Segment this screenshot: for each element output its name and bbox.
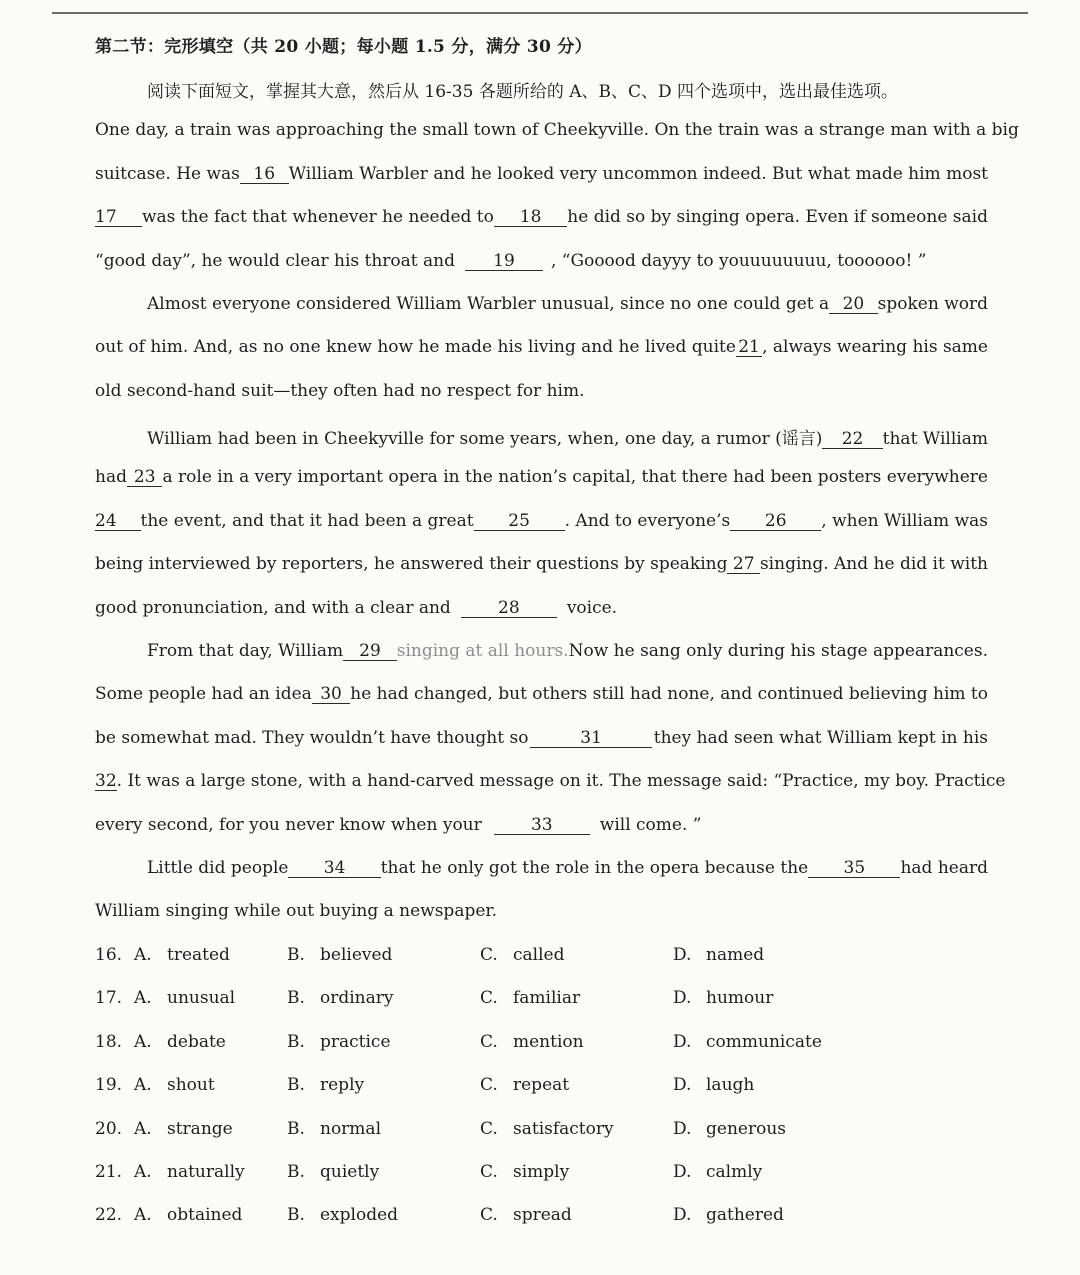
option-text: simply [513,1162,570,1182]
option-letter: B. [287,1032,305,1052]
option-d[interactable] [673,1119,786,1139]
option-text: communicate [706,1032,822,1052]
passage-text: Little did people [147,858,289,878]
blank-27[interactable]: 27 [727,556,759,574]
passage-text: be somewhat mad. They wouldn’t have thought so [95,728,529,748]
option-text: familiar [513,988,581,1008]
option-letter: D. [673,1162,692,1182]
passage-text: the event, and that it had been a great [140,511,474,531]
passage-text: William singing while out buying a newspaper. [95,901,498,921]
instructions [147,77,988,103]
option-letter: C. [480,1075,498,1095]
passage-line-19 [95,901,988,927]
option-letter: C. [480,1032,498,1052]
blank-29[interactable]: 29 [343,643,397,661]
blank-23[interactable]: 23 [127,469,163,487]
option-text: laugh [706,1075,755,1095]
option-letter: A. [134,1075,152,1095]
option-c[interactable] [480,1032,584,1052]
passage-text: will come. ” [599,815,702,835]
passage-text: that he only got the role in the opera because the [380,858,809,878]
option-text: shout [167,1075,215,1095]
option-letter: B. [287,945,305,965]
option-b[interactable] [287,1119,381,1139]
passage-line-10 [95,511,988,537]
option-text: reply [320,1075,365,1095]
option-b[interactable] [287,988,394,1008]
option-text: naturally [167,1162,245,1182]
option-letter: B. [287,1075,305,1095]
passage-line-11 [95,554,988,580]
passage-text: , always wearing his same [762,337,988,357]
passage-text: spoken word [877,294,988,314]
option-text: satisfactory [513,1119,614,1139]
option-b[interactable] [287,945,392,965]
option-a[interactable] [134,1119,233,1139]
blank-24[interactable]: 24 [95,513,141,531]
option-text: repeat [513,1075,570,1095]
option-text: mention [513,1032,584,1052]
passage-text: old second-hand suit—they often had no respect for him. [95,381,585,401]
option-letter: A. [134,945,152,965]
passage-line-17 [95,815,988,841]
passage-line-14 [95,684,988,710]
option-letter: D. [673,945,692,965]
passage-text: that William [882,429,988,449]
option-c[interactable] [480,1162,569,1182]
blank-21[interactable]: 21 [736,339,762,357]
options-row-17 [95,988,995,1014]
passage-text: William Warbler and he looked very uncommon indeed. But what made him most [288,164,988,184]
blank-20[interactable]: 20 [829,296,878,314]
option-a[interactable] [134,1162,245,1182]
passage-text: was the fact that whenever he needed to [141,207,494,227]
blank-30[interactable]: 30 [312,686,350,704]
passage-line-9 [95,467,988,493]
passage-line-18 [147,858,988,884]
option-d[interactable] [673,1075,754,1095]
option-b[interactable] [287,1032,391,1052]
passage-text: had heard [900,858,988,878]
passage-line-2 [95,164,988,190]
option-text: debate [167,1032,226,1052]
passage-line-7 [95,381,988,407]
passage-text: every second, for you never know when your [95,815,482,835]
passage-text: being interviewed by reporters, he answered their questions by speaking [95,554,728,574]
option-letter: C. [480,945,498,965]
option-text: normal [320,1119,382,1139]
blank-34[interactable]: 34 [288,860,380,878]
options-row-16 [95,945,995,971]
blank-16[interactable]: 16 [240,166,289,184]
option-letter: C. [480,1162,498,1182]
blank-32[interactable]: 32 [95,771,117,791]
option-letter: D. [673,1075,692,1095]
passage-text: Almost everyone considered William Warbler unusual, since no one could get a [147,294,830,314]
passage-text: , when William was [821,511,988,531]
options-row-20 [95,1119,995,1145]
option-text: ordinary [320,988,394,1008]
option-d[interactable] [673,1162,762,1182]
passage-text: Now he sang only during his stage appearances. [568,641,988,661]
option-text: believed [320,945,393,965]
section-heading: 第二节：完形填空（共 20 小题；每小题 1.5 分，满分 30 分） [95,37,592,57]
option-c[interactable] [480,1119,614,1139]
option-letter: C. [480,988,498,1008]
passage-line-6 [95,337,988,363]
passage-text: singing. And he did it with [759,554,988,574]
option-letter: D. [673,988,692,1008]
top-rule [52,12,1028,14]
option-text: calmly [706,1162,763,1182]
option-b[interactable] [287,1162,379,1182]
passage-text: From that day, William [147,641,344,661]
blank-33[interactable]: 33 [494,817,590,835]
option-a[interactable] [134,988,235,1008]
option-letter: B. [287,1162,305,1182]
option-text: exploded [320,1205,399,1225]
passage-text: . And to everyone’s [564,511,731,531]
passage-line-1 [95,120,1019,146]
option-c[interactable] [480,945,564,965]
passage-line-8 [147,424,988,450]
blank-28[interactable]: 28 [461,600,557,618]
option-letter: A. [134,1119,152,1139]
option-text: obtained [167,1205,243,1225]
option-d[interactable] [673,1032,822,1052]
blank-17[interactable]: 17 [95,209,142,227]
question-number: 16. [95,945,123,965]
passage-text: William had been in Cheekyville for some years, when, one day, a rumor (谣言) [147,429,823,449]
passage-line-15 [95,728,988,754]
passage-text: One day, a train was approaching the small town of Cheekyville. On the train was a strange man with a big [95,120,1019,140]
passage-text: he had changed, but others still had none, and continued believing him to [350,684,988,704]
option-letter: D. [673,1032,692,1052]
option-text: named [706,945,765,965]
option-c[interactable] [480,1205,572,1225]
question-number: 18. [95,1032,123,1052]
option-text: gathered [706,1205,784,1225]
question-number: 20. [95,1119,123,1139]
option-text: humour [706,988,774,1008]
passage-line-12 [95,598,988,624]
option-letter: C. [480,1205,498,1225]
passage-text: “good day”, he would clear his throat and [95,251,455,271]
option-d[interactable] [673,945,764,965]
passage-text-faded: singing at all hours. [396,641,569,661]
options-row-19 [95,1075,995,1101]
passage-line-4 [95,251,988,277]
option-letter: A. [134,988,152,1008]
passage-text: , “Gooood dayyy to youuuuuuuu, toooooo! ” [551,251,927,271]
blank-19[interactable]: 19 [465,253,543,271]
options-row-21 [95,1162,995,1188]
option-b[interactable] [287,1075,364,1095]
option-letter: B. [287,1205,305,1225]
blank-31[interactable]: 31 [530,730,652,748]
option-letter: D. [673,1205,692,1225]
blank-35[interactable]: 35 [808,860,900,878]
blank-25[interactable]: 25 [474,513,565,531]
options-row-22 [95,1205,995,1231]
option-a[interactable] [134,1032,226,1052]
option-text: treated [167,945,230,965]
passage-text: a role in a very important opera in the nation’s capital, that there had been posters everywhere [162,467,988,487]
option-text: unusual [167,988,236,1008]
passage-text: suitcase. He was [95,164,240,184]
passage-line-13 [147,641,988,667]
option-text: spread [513,1205,572,1225]
option-letter: C. [480,1119,498,1139]
blank-22[interactable]: 22 [822,431,882,449]
option-c[interactable] [480,1075,569,1095]
passage-text: good pronunciation, and with a clear and [95,598,451,618]
option-text: quietly [320,1162,380,1182]
option-a[interactable] [134,945,230,965]
question-number: 22. [95,1205,123,1225]
passage-line-16 [95,771,1006,797]
passage-text: voice. [566,598,618,618]
question-number: 21. [95,1162,123,1182]
passage-text: he did so by singing opera. Even if someone said [567,207,988,227]
option-b[interactable] [287,1205,398,1225]
option-a[interactable] [134,1205,242,1225]
option-a[interactable] [134,1075,215,1095]
instructions-text: 阅读下面短文，掌握其大意，然后从 16-35 各题所给的 A、B、C、D 四个选项中，选出最佳选项。 [147,82,899,102]
option-d[interactable] [673,988,773,1008]
question-number: 17. [95,988,123,1008]
option-letter: D. [673,1119,692,1139]
passage-text: they had seen what William kept in his [653,728,988,748]
option-letter: B. [287,1119,305,1139]
option-text: practice [320,1032,391,1052]
blank-18[interactable]: 18 [494,209,567,227]
option-letter: A. [134,1032,152,1052]
question-number: 19. [95,1075,123,1095]
blank-26[interactable]: 26 [730,513,821,531]
options-row-18 [95,1032,995,1058]
passage-line-5 [147,294,988,320]
passage-text: out of him. And, as no one knew how he made his living and he lived quite [95,337,736,357]
option-letter: B. [287,988,305,1008]
option-c[interactable] [480,988,580,1008]
option-text: called [513,945,565,965]
option-d[interactable] [673,1205,784,1225]
option-text: strange [167,1119,233,1139]
passage-text: . It was a large stone, with a hand-carved message on it. The message said: “Practice, my boy. Practice [116,771,1006,791]
passage-text: Some people had an idea [95,684,312,704]
passage-text: had [95,467,127,487]
option-text: generous [706,1119,786,1139]
passage-line-3 [95,207,988,233]
option-letter: A. [134,1205,152,1225]
option-letter: A. [134,1162,152,1182]
